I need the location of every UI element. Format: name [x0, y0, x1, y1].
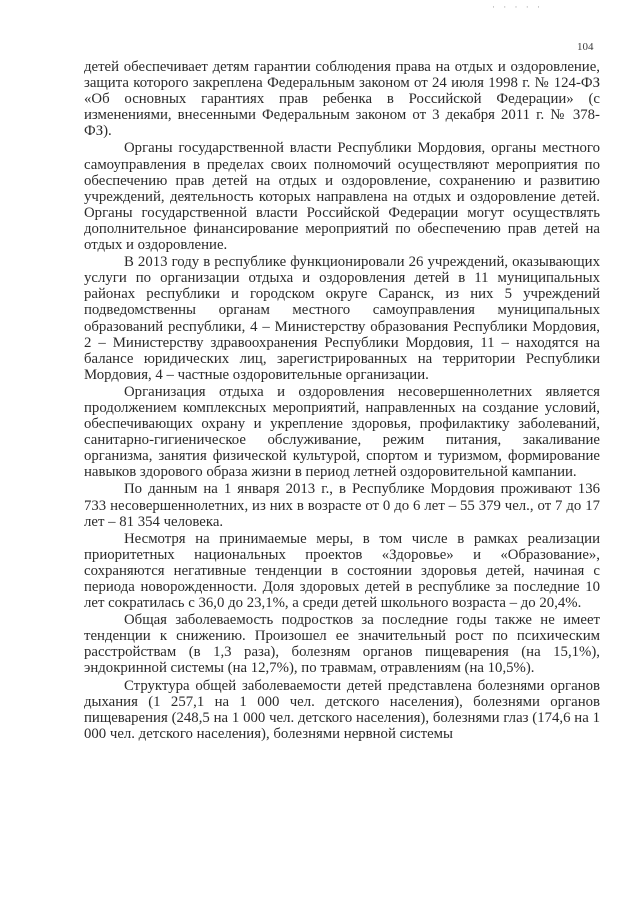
- paragraph: Организация отдыха и оздоровления несовершеннолетних является продолжением комплексных мероприятий, направленных на создание условий, обеспечивающих охрану и укрепление здоровья, профилактику заболеваний, санитарно-гигиеническое обслуживание, режим питания, закаливание организма, занятия физической культурой, спортом и туризмом, формирование навыков здорового образа жизни в период летней оздоровительной кампании.: [84, 383, 600, 481]
- paragraph: Органы государственной власти Республики Мордовия, органы местного самоуправления в пределах своих полномочий осуществляют мероприятия по обеспечению прав детей на отдых и оздоровление, сохранению и развитию учреждений, деятельность которых направлена на отдых и оздоровление детей. Органы государственной власти Российской Федерации могут осуществлять дополнительное финансирование мероприятий по обеспечению прав детей на отдых и оздоровление.: [84, 140, 600, 254]
- paragraph: Общая заболеваемость подростков за последние годы также не имеет тенденции к снижению. Произошел ее значительный рост по психическим расстройствам (в 1,3 раза), болезням органов пищеварения (на 15,1%), эндокринной системы (на 12,7%), по травмам, отравлениям (на 10,5%).: [84, 612, 600, 677]
- scan-marks: · · · · ·: [492, 2, 543, 12]
- paragraph: Структура общей заболеваемости детей представлена болезнями органов дыхания (1 257,1 на 1 000 чел. детского населения), болезнями органов пищеварения (248,5 на 1 000 чел. детского населения), болезнями глаз (174,6 на 1 000 чел. детского населения), болезнями нервной системы: [84, 677, 600, 742]
- paragraph: В 2013 году в республике функционировали 26 учреждений, оказывающих услуги по организации отдыха и оздоровления детей в 11 муниципальных районах республики и городском округе Саранск, из них 5 учреждений подведомственны органам местного самоуправления муниципальных образований республики, 4 – Министерству образования Республики Мордовия, 2 – Министерству здравоохранения Республики Мордовия, 11 – находятся на балансе юридических лиц, зарегистрированных на территории Республики Мордовия, 4 – частные оздоровительные организации.: [84, 254, 600, 383]
- paragraph-continued: детей обеспечивает детям гарантии соблюдения права на отдых и оздоровление, защита которого закреплена Федеральным законом от 24 июля 1998 г. № 124-ФЗ «Об основных гарантиях прав ребенка в Российской Федерации» (с изменениями, внесенными Федеральным законом от 3 декабря 2011 г. № 378-ФЗ).: [84, 59, 600, 140]
- paragraph: Несмотря на принимаемые меры, в том числе в рамках реализации приоритетных национальных проектов «Здоровье» и «Образование», сохраняются негативные тенденции в состоянии здоровья детей, начиная с периода новорожденности. Доля здоровых детей в республике за последние 10 лет сократилась с 36,0 до 23,1%, а среди детей школьного возраста – до 20,4%.: [84, 530, 600, 612]
- paragraph: По данным на 1 января 2013 г., в Республике Мордовия проживают 136 733 несовершеннолетних, из них в возрасте от 0 до 6 лет – 55 379 чел., от 7 до 17 лет – 81 354 человека.: [84, 481, 600, 530]
- page-number: 104: [577, 41, 594, 53]
- body-text: [84, 59, 600, 742]
